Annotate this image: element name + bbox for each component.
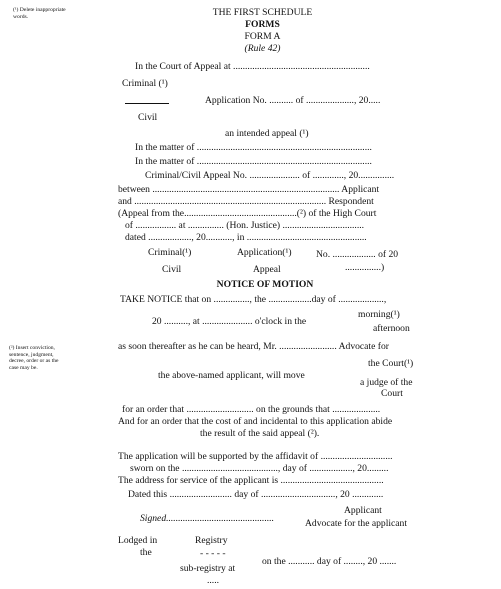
between-applicant-line: between .............................................................................. Applicant [118, 184, 380, 195]
sub-registry-dots: ..... [207, 575, 219, 586]
the-label: the [140, 547, 152, 558]
order-grounds-line: for an order that ............................ on the grounds that .................... [122, 404, 381, 415]
notice-of-motion-title: NOTICE OF MOTION [216, 279, 314, 290]
matter-line-2: In the matter of ......................................................................... [135, 156, 372, 167]
appeal-from-line: (Appeal from the...............................................(²) of the High Court [118, 208, 377, 219]
application-no-line: Application No. .......... of ...................., 20..... [205, 95, 381, 106]
application-option: Application(¹) [237, 247, 292, 258]
address-service-line: The address for service of the applicant is ........................................... [118, 475, 384, 486]
date-time-line: 20 .........., at ..................... o'clock in the [152, 316, 307, 327]
court-of-appeal-line: In the Court of Appeal at ......................................................... [135, 61, 370, 72]
judge-option: a judge of the [360, 377, 413, 388]
footnote-2-line: (²) Insert conviction, [9, 345, 55, 351]
schedule-title: THE FIRST SCHEDULE [212, 7, 313, 18]
on-the-date-line: on the ........... day of ........, 20 ....... [262, 556, 397, 567]
dated-this-line: Dated this .......................... day of ..............................., 20 ............. [128, 489, 384, 500]
rule-heading: (Rule 42) [244, 43, 281, 54]
civil-option: Civil [162, 264, 182, 275]
matter-line-1: In the matter of ......................................................................... [135, 142, 372, 153]
registry-label: Registry [195, 535, 228, 546]
closing-dots: ...............) [345, 262, 385, 273]
advocate-label: Advocate for the applicant [305, 518, 408, 529]
intended-appeal-line: an intended appeal (¹) [225, 128, 309, 139]
footnote-2-line: decree, order or as the [9, 358, 59, 364]
as-soon-line: as soon thereafter as he can be heard, Mr. ........................ Advocate for [118, 341, 389, 352]
sworn-on-line: sworn on the ........................................, day of .................., 20......... [130, 463, 389, 474]
registry-dashes: - - - - - [200, 548, 226, 559]
sub-registry-label: sub-registry at [180, 563, 236, 574]
footnote-insert-conviction [9, 345, 89, 371]
footnote-2-line: case may be. [9, 364, 38, 371]
appeal-number-line: Criminal/Civil Appeal No. ..................... of ............., 20............... [145, 170, 395, 181]
of-at-justice-line: of ................. at ............... (Hon. Justice) .................................. [125, 220, 365, 231]
court-word: Court [381, 388, 403, 399]
criminal-label: Criminal (¹) [122, 78, 168, 89]
costs-order-line-1: And for an order that the cost of and incidental to this application abide [118, 416, 393, 427]
afternoon-option: afternoon [373, 323, 410, 334]
footnote-delete-words [13, 7, 83, 20]
applicant-move-line: the above-named applicant, will move [158, 370, 305, 381]
signed-line: Signed............................................. [140, 513, 275, 524]
lodged-in-label: Lodged in [118, 535, 158, 546]
morning-option: morning(¹) [358, 309, 400, 320]
appeal-option: Appeal [253, 264, 281, 275]
forms-heading: FORMS [245, 19, 280, 30]
footnote-1-line-a: (¹) Delete inappropriate [13, 7, 66, 13]
civil-label: Civil [138, 112, 158, 123]
affidavit-line: The application will be supported by the affidavit of .............................. [118, 451, 393, 462]
footnote-1-line-b: words. [13, 13, 29, 20]
respondent-line: and ................................................................................ Respondent [118, 196, 374, 207]
take-notice-line: TAKE NOTICE that on ..............., the ..................day of ..................., [120, 294, 387, 305]
footnote-2-line: sentence, judgment, [9, 351, 54, 358]
criminal-option: Criminal(¹) [148, 247, 192, 258]
the-court-option: the Court(¹) [368, 358, 414, 369]
criminal-civil-divider [125, 103, 169, 104]
dated-in-line: dated .................., 20..........., in .................................................. [125, 232, 367, 243]
costs-order-line-2: the result of the said appeal (²). [200, 428, 320, 439]
no-of-field: No. .................. of 20 [316, 249, 399, 260]
applicant-signature-label: Applicant [344, 505, 382, 516]
form-a-heading: FORM A [244, 31, 281, 42]
